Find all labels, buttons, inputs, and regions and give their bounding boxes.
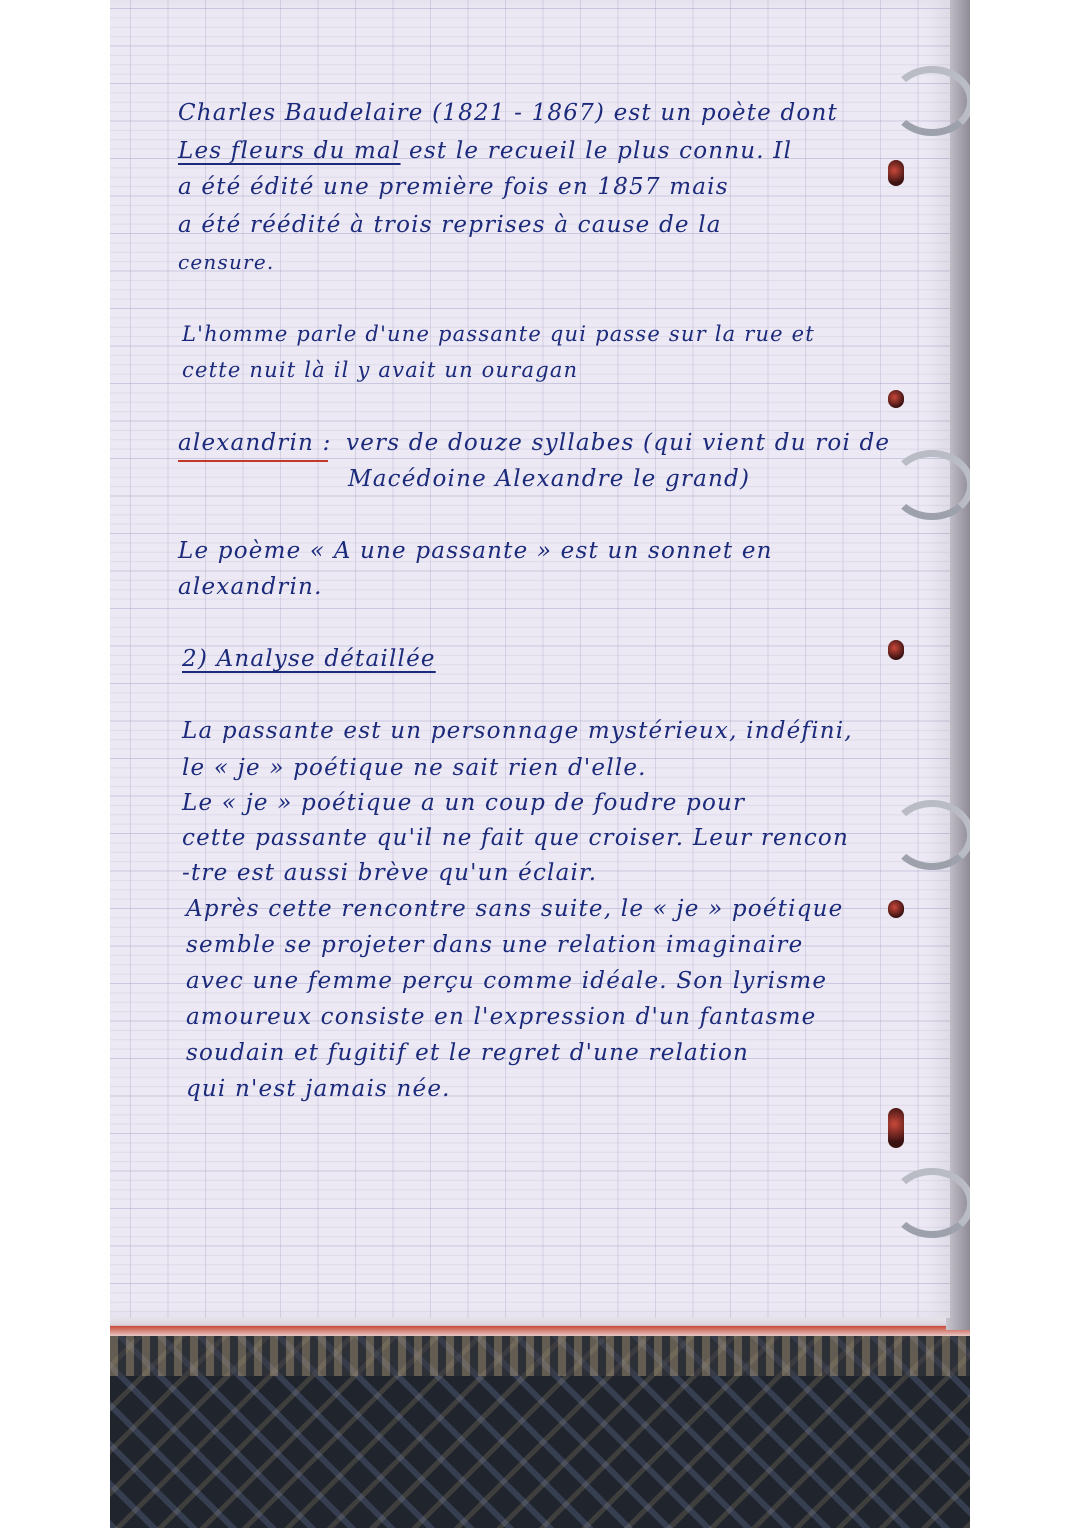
- definition-term: alexandrin :: [178, 430, 332, 456]
- book-title: Les fleurs du mal: [178, 138, 401, 164]
- intro-line-3: a été édité une première fois en 1857 mais: [178, 174, 729, 200]
- intro-line-1: Charles Baudelaire (1821 - 1867) est un poète dont: [178, 100, 838, 126]
- poem-line-1: Le poème « A une passante » est un sonnet en: [178, 538, 773, 564]
- binder-ring-icon: [890, 66, 970, 136]
- binder-ring-icon: [890, 1168, 970, 1238]
- punch-hole: [888, 160, 904, 186]
- summary-line-1: L'homme parle d'une passante qui passe sur la rue et: [182, 322, 815, 346]
- analysis-line-1: La passante est un personnage mystérieux, indéfini,: [182, 718, 853, 744]
- binder-ring-icon: [890, 800, 970, 870]
- analysis-line-9: amoureux consiste en l'expression d'un fantasme: [186, 1004, 817, 1030]
- analysis-line-6: Après cette rencontre sans suite, le « je » poétique: [186, 896, 844, 922]
- notebook-page: [110, 0, 950, 1318]
- poem-line-2: alexandrin.: [178, 574, 323, 600]
- analysis-line-7: semble se projeter dans une relation imaginaire: [186, 932, 804, 958]
- notebook-photo: [110, 0, 970, 1528]
- intro-line-2: [178, 138, 792, 164]
- analysis-line-3: Le « je » poétique a un coup de foudre pour: [182, 790, 746, 816]
- punch-hole: [888, 900, 904, 918]
- term-underline: [178, 460, 328, 462]
- definition-line-1: vers de douze syllabes (qui vient du roi de: [346, 430, 891, 456]
- intro-line-5: censure.: [178, 250, 275, 274]
- analysis-line-11: qui n'est jamais née.: [186, 1076, 451, 1102]
- punch-hole: [888, 640, 904, 660]
- punch-hole: [888, 1108, 904, 1148]
- binder-ring-icon: [890, 450, 970, 520]
- section-heading: 2) Analyse détaillée: [182, 646, 436, 672]
- summary-line-2: cette nuit là il y avait un ouragan: [182, 358, 579, 382]
- intro-line-4: a été réédité à trois reprises à cause de la: [178, 212, 722, 238]
- analysis-line-10: soudain et fugitif et le regret d'une relation: [186, 1040, 750, 1066]
- punch-hole: [888, 390, 904, 408]
- intro-line-2-rest: est le recueil le plus connu. Il: [409, 138, 793, 164]
- analysis-line-8: avec une femme perçu comme idéale. Son lyrisme: [186, 968, 828, 994]
- analysis-line-5: -tre est aussi brève qu'un éclair.: [182, 860, 598, 886]
- definition-line-2: Macédoine Alexandre le grand): [348, 466, 751, 492]
- analysis-line-2: le « je » poétique ne sait rien d'elle.: [182, 755, 647, 781]
- rug-fringe: [110, 1336, 970, 1376]
- analysis-line-4: cette passante qu'il ne fait que croiser. Leur rencon: [182, 825, 849, 851]
